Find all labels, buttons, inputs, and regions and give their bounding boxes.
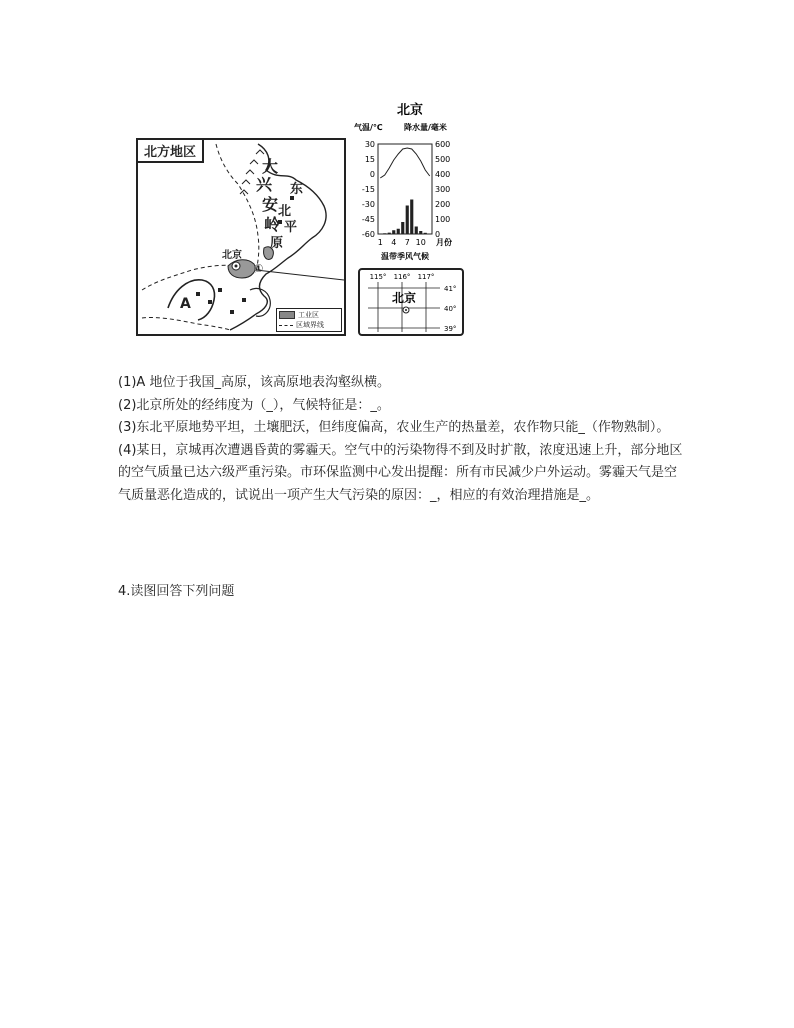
next-question-title: 4.读图回答下列问题 <box>118 584 235 599</box>
north-region-map <box>136 138 346 336</box>
precip-tick-label: 300 <box>435 185 451 194</box>
inset-lon-115: 115° <box>369 273 387 281</box>
question-4: (4)某日，京城再次遭遇昏黄的雾霾天。空气中的污染物得不到及时扩散，浓度迅速上升，部分地区的空气质量已达六级严重污染。市环保监测中心发出提醒：所有市民减少户外运动。雾霾天气是空气质量恶化造成的，试说出一项产生大气污染的原因：_，相应的有效治理措施是_。 <box>118 442 683 503</box>
climate-chart <box>352 98 472 264</box>
precip-tick-label: 0 <box>435 230 441 239</box>
map-outline <box>138 140 344 334</box>
precip-tick-label: 100 <box>435 215 451 224</box>
precipitation-bar <box>415 227 418 235</box>
question-1: (1)A 地位于我国_高原，该高原地表沟壑纵横。 <box>118 375 390 390</box>
precipitation-bar <box>397 229 400 234</box>
map-title: 北方地区 <box>138 140 204 163</box>
temp-tick-label: -45 <box>361 215 375 224</box>
question-2: (2)北京所处的经纬度为（_），气候特征是：_。 <box>118 397 390 413</box>
climate-chart-svg <box>352 98 472 264</box>
climate-x-unit: 月份 <box>436 238 452 247</box>
precipitation-bar <box>410 200 413 235</box>
climate-title: 北京 <box>396 103 424 118</box>
question-list <box>118 372 684 508</box>
temp-tick-label: -15 <box>361 185 375 194</box>
precipitation-bar <box>392 230 395 234</box>
legend-industrial: 工业区 <box>298 311 319 319</box>
inset-lon-116: 116° <box>393 273 411 281</box>
climate-x-ticks <box>378 238 426 247</box>
inset-grid <box>360 270 462 334</box>
map-label-yuan: 原 <box>270 236 284 251</box>
precip-tick-label: 500 <box>435 155 451 164</box>
map-label-da: 大 <box>262 157 279 176</box>
legend-boundary: 区域界线 <box>296 321 324 329</box>
precip-tick-label: 200 <box>435 200 451 209</box>
map-label-a: A <box>180 296 191 312</box>
inset-lon-117: 117° <box>417 273 435 281</box>
precipitation-bar <box>401 222 404 234</box>
map-label-ling: 岭 <box>264 215 281 234</box>
map-label-xing: 兴 <box>256 175 273 194</box>
inset-city: 北京 <box>392 291 417 305</box>
precipitation-bar <box>419 231 422 234</box>
inset-lat-40: 40° <box>444 305 457 313</box>
temp-tick-label: -60 <box>361 230 375 239</box>
precipitation-bar <box>383 233 386 234</box>
month-tick-label: 10 <box>415 238 426 247</box>
geography-figure <box>136 98 472 340</box>
map-label-beijing: 北京 <box>222 250 242 261</box>
month-tick-label: 1 <box>377 238 383 247</box>
beijing-inset <box>358 268 464 336</box>
map-label-marker: ① <box>254 262 264 275</box>
precipitation-bar <box>406 206 409 235</box>
map-legend <box>276 308 342 332</box>
climate-plot-frame <box>378 144 432 234</box>
precipitation-bar <box>388 233 391 234</box>
map-label-bei: 北 <box>278 204 292 219</box>
climate-left-axis-label: 气温/℃ <box>354 123 383 132</box>
temp-tick-label: 15 <box>364 155 375 164</box>
temp-tick-label: -30 <box>361 200 375 209</box>
month-tick-label: 4 <box>391 238 397 247</box>
map-label-ping: 平 <box>284 220 298 235</box>
climate-caption: 温带季风气候 <box>381 252 429 261</box>
map-label-dong: 东 <box>290 182 304 197</box>
climate-right-axis-label: 降水量/毫米 <box>404 123 447 132</box>
question-3: (3)东北平原地势平坦，土壤肥沃，但纬度偏高，农业生产的热量差，农作物只能_（作物熟制）。 <box>118 420 670 436</box>
temp-tick-label: 0 <box>369 170 375 179</box>
precipitation-bars <box>379 200 432 235</box>
inset-lat-41: 41° <box>444 285 457 293</box>
temp-tick-label: 30 <box>364 140 375 149</box>
month-tick-label: 7 <box>404 238 410 247</box>
inset-lat-39: 39° <box>444 325 457 333</box>
precipitation-bar <box>424 233 427 234</box>
precip-tick-label: 600 <box>435 140 451 149</box>
precip-tick-label: 400 <box>435 170 451 179</box>
map-label-an: 安 <box>262 195 279 214</box>
temperature-curve <box>380 148 430 178</box>
